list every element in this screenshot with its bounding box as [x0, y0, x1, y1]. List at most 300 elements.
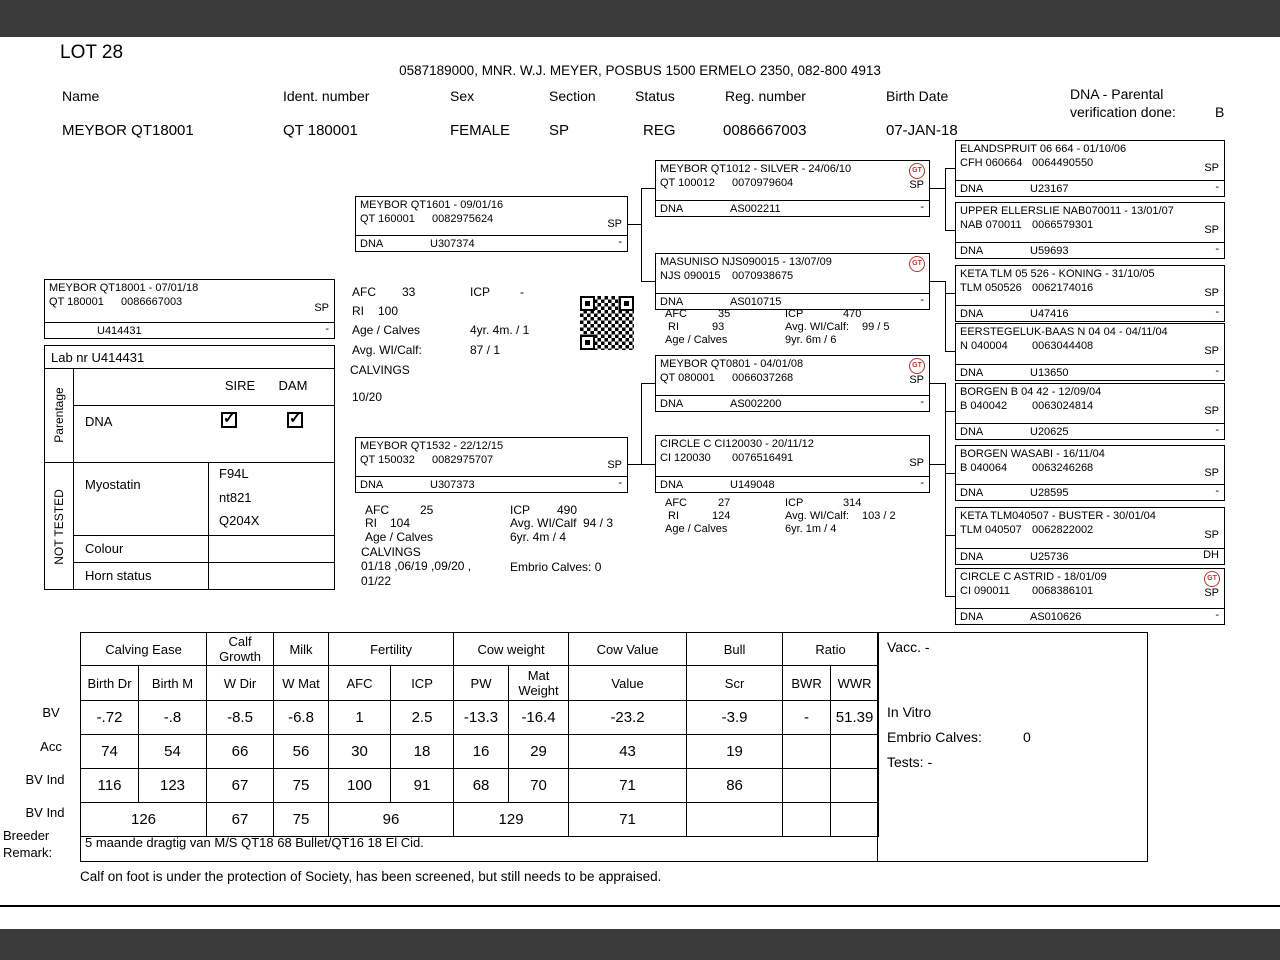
cell: 1: [329, 701, 391, 735]
side-panel-divider: [877, 633, 878, 861]
animal-name: MASUNISO NJS090015 - 13/07/09: [660, 256, 832, 268]
pedigree-box-ggp5: [955, 383, 1225, 440]
animal-reg: 0066037268: [732, 372, 794, 384]
dna-label: DNA: [360, 238, 384, 250]
animal-ident: B 040064: [960, 462, 1008, 474]
col-afc: AFC: [329, 666, 391, 701]
pedigree-connector: [945, 473, 955, 474]
gp4-icp-label: ICP: [785, 497, 804, 509]
sire-afc-label: AFC: [352, 285, 376, 299]
pedigree-box-ggp2: [955, 202, 1225, 259]
dna-label: DNA: [360, 479, 384, 491]
dna-mark: -: [1215, 306, 1219, 318]
gp2-avg-value: 99 / 5: [862, 321, 890, 333]
lab-divider: [45, 462, 334, 463]
gp4-ri-label: RI: [668, 510, 679, 522]
cell: 96: [329, 803, 454, 837]
dam-avg-value: 94 / 3: [583, 516, 614, 530]
lab-panel: [44, 345, 335, 590]
dna-mark: -: [618, 236, 622, 248]
section-code: SP: [1204, 467, 1219, 479]
animal-ident: TLM 040507: [960, 524, 1022, 536]
col-bwr: BWR: [783, 666, 831, 701]
cell: -8.5: [207, 701, 274, 735]
animal-ident: CFH 060664: [960, 157, 1023, 169]
animal-ident: QT 160001: [360, 213, 415, 225]
footer-rule: [0, 905, 1280, 907]
cell: 18: [391, 735, 454, 769]
animal-reg: 0082975707: [432, 454, 494, 466]
embrio-calves-label: Embrio Calves:: [887, 729, 982, 745]
cell: 70: [509, 769, 569, 803]
vacc-text: Vacc. -: [887, 639, 930, 655]
pedigree-box-ggp6: [955, 445, 1225, 501]
cell: 29: [509, 735, 569, 769]
animal-name: BORGEN WASABI - 16/11/04: [960, 448, 1105, 460]
dna-mark: -: [1215, 365, 1219, 377]
sire-icp-label: ICP: [470, 285, 491, 299]
sire-icp-value: -: [520, 285, 524, 299]
label-name: Name: [62, 88, 100, 104]
section-code: SP: [607, 459, 622, 471]
col-birth-dr: Birth Dr: [81, 666, 139, 701]
pedigree-box-gp3: [655, 355, 930, 412]
animal-reg: 0062822002: [1032, 524, 1094, 536]
label-section: Section: [549, 88, 596, 104]
cell: 2.5: [391, 701, 454, 735]
col-birth-m: Birth M: [139, 666, 207, 701]
qr-code: [580, 296, 634, 350]
pedigree-box-ggp7: [955, 507, 1225, 565]
dna-number: AS002211: [730, 203, 781, 215]
lab-divider: [73, 562, 334, 563]
embrio-calves-value: 0: [1023, 729, 1031, 745]
animal-reg: 0063024814: [1032, 400, 1094, 412]
cell: -.8: [139, 701, 207, 735]
dna-label: DNA: [660, 398, 684, 410]
gp2-afc-label: AFC: [665, 308, 687, 320]
dna-number: AS002200: [730, 398, 782, 410]
col-w-dir: W Dir: [207, 666, 274, 701]
pedigree-connector: [945, 281, 946, 352]
horn-status-label: Horn status: [85, 568, 152, 583]
section-code: SP: [607, 218, 622, 230]
gp4-age-value: 6yr. 1m / 4: [785, 523, 837, 535]
group-fertility: Fertility: [329, 633, 454, 666]
cell: 71: [569, 769, 687, 803]
myostatin-value-1: F94L: [219, 466, 249, 481]
dam-calvings-line1: 01/18 ,06/19 ,09/20 ,: [361, 559, 472, 573]
cell: 123: [139, 769, 207, 803]
pedigree-box-ggp4: [955, 323, 1225, 381]
animal-name: MEYBOR QT1532 - 22/12/15: [360, 440, 504, 452]
gp4-age-label: Age / Calves: [665, 523, 728, 535]
cell: 56: [274, 735, 329, 769]
dna-number: AS010715: [730, 296, 782, 308]
pedigree-connector: [930, 281, 945, 282]
dna-label: DNA: [960, 367, 984, 379]
gp4-avg-value: 103 / 2: [862, 510, 896, 522]
dam-age-value: 6yr. 4m / 4: [510, 530, 567, 544]
section-code: SP: [1204, 287, 1219, 299]
pedigree-connector: [628, 464, 641, 465]
cell: 51.39: [831, 701, 879, 735]
cell: -.72: [81, 701, 139, 735]
gp2-age-label: Age / Calves: [665, 334, 728, 346]
section-code: SP: [1204, 345, 1219, 357]
animal-ident: CI 090011: [960, 585, 1010, 597]
label-status: Status: [635, 88, 675, 104]
group-bull: Bull: [687, 633, 783, 666]
cell: 75: [274, 803, 329, 837]
breeder-remark-label-1: Breeder: [3, 828, 50, 843]
cell: 71: [569, 803, 687, 837]
gp4-afc-value: 27: [718, 497, 731, 509]
pedigree-connector: [945, 411, 955, 412]
gp4-avg-label: Avg. WI/Calf:: [785, 510, 849, 522]
animal-name: KETA TLM040507 - BUSTER - 30/01/04: [960, 510, 1156, 522]
gp4-icp-value: 314: [843, 497, 862, 509]
dam-column-header: DAM: [278, 378, 308, 393]
gt-logo-icon: GT: [909, 358, 925, 374]
cell: [831, 735, 879, 769]
pedigree-connector: [930, 383, 945, 384]
qr-finder-icon: [619, 296, 634, 311]
label-birth: Birth Date: [886, 88, 949, 104]
cell: 67: [207, 803, 274, 837]
dna-mark: -: [325, 323, 329, 335]
animal-name: ELANDSPRUIT 06 664 - 01/10/06: [960, 143, 1127, 155]
pedigree-connector: [641, 383, 655, 384]
dam-embrio-calves: Embrio Calves: 0: [510, 560, 602, 574]
pedigree-connector: [641, 188, 642, 282]
value-name: MEYBOR QT18001: [62, 122, 194, 139]
pedigree-connector: [945, 293, 955, 294]
lab-divider: [73, 405, 334, 406]
dna-number: AS010626: [1030, 611, 1082, 623]
animal-ident: NJS 090015: [660, 270, 721, 282]
pedigree-box-ggp8: [955, 568, 1225, 625]
gp4-afc-label: AFC: [665, 497, 687, 509]
table-row-acc: [81, 735, 879, 769]
group-calving-ease: Calving Ease: [81, 633, 207, 666]
lab-divider: [45, 368, 334, 369]
cell: 74: [81, 735, 139, 769]
pedigree-box-gp1: [655, 160, 930, 217]
cell: 129: [454, 803, 569, 837]
animal-name: UPPER ELLERSLIE NAB070011 - 13/01/07: [960, 205, 1174, 217]
dna-number: U149048: [730, 479, 775, 491]
gt-logo-icon: GT: [909, 163, 925, 179]
value-section: SP: [549, 122, 570, 139]
qr-finder-icon: [580, 335, 595, 350]
section-code: SP: [909, 374, 924, 386]
sire-calvings-value: 10/20: [352, 390, 383, 404]
dam-avg-label: Avg. WI/Calf: [510, 516, 577, 530]
col-scr: Scr: [687, 666, 783, 701]
sire-afc-value: 33: [402, 285, 416, 299]
col-wwr: WWR: [831, 666, 879, 701]
table-row-bvind1: [81, 769, 879, 803]
col-w-mat: W Mat: [274, 666, 329, 701]
animal-reg: 0063044408: [1032, 340, 1094, 352]
cell: 75: [274, 769, 329, 803]
animal-ident: QT 150032: [360, 454, 415, 466]
dna-mark: -: [1215, 424, 1219, 436]
sire-ri-label: RI: [352, 304, 364, 318]
dam-afc-label: AFC: [365, 503, 389, 517]
animal-ident: N 040004: [960, 340, 1008, 352]
animal-name: CIRCLE C ASTRID - 18/01/09: [960, 571, 1107, 583]
animal-reg: 0062174016: [1032, 282, 1094, 294]
dna-mark: DH: [1203, 549, 1219, 561]
dna-number: U59693: [1030, 245, 1069, 257]
dna-number: U28595: [1030, 487, 1069, 499]
cell: 91: [391, 769, 454, 803]
gp2-icp-value: 470: [843, 308, 862, 320]
cell: 86: [687, 769, 783, 803]
cell: -3.9: [687, 701, 783, 735]
cell: [783, 769, 831, 803]
in-vitro-text: In Vitro: [887, 704, 932, 720]
myostatin-value-3: Q204X: [219, 513, 260, 528]
pedigree-connector: [945, 535, 955, 536]
dna-number: U13650: [1030, 367, 1069, 379]
section-code: SP: [1204, 405, 1219, 417]
dna-parental-value: B: [1215, 104, 1225, 120]
gp2-ri-label: RI: [668, 321, 679, 333]
sire-ri-value: 100: [378, 304, 399, 318]
section-code: SP: [909, 179, 924, 191]
cell: -13.3: [454, 701, 509, 735]
gp2-icp-label: ICP: [785, 308, 804, 320]
lab-divider: [208, 462, 209, 589]
cell: [783, 735, 831, 769]
myostatin-label: Myostatin: [85, 477, 141, 492]
breeding-values-table: [80, 632, 879, 837]
dna-mark: -: [618, 477, 622, 489]
cell: -6.8: [274, 701, 329, 735]
lot-number: LOT 28: [60, 42, 124, 63]
cell: 66: [207, 735, 274, 769]
pedigree-box-ggp3: [955, 265, 1225, 322]
animal-reg: 0063246268: [1032, 462, 1094, 474]
dna-row-label: DNA: [85, 414, 113, 429]
cell: 30: [329, 735, 391, 769]
animal-ident: NAB 070011: [960, 219, 1022, 231]
gp4-ri-value: 124: [712, 510, 731, 522]
checkbox-checked-icon: ✓: [289, 410, 302, 427]
animal-name: MEYBOR QT1601 - 09/01/16: [360, 199, 504, 211]
animal-reg: 0066579301: [1032, 219, 1094, 231]
dam-icp-label: ICP: [510, 503, 531, 517]
col-icp: ICP: [391, 666, 454, 701]
pedigree-connector: [628, 224, 641, 225]
dna-label: DNA: [960, 426, 984, 438]
animal-name: MEYBOR QT1012 - SILVER - 24/06/10: [660, 163, 852, 175]
sire-avg-value: 87 / 1: [470, 343, 501, 357]
label-ident: Ident. number: [283, 88, 370, 104]
dna-label: DNA: [960, 308, 984, 320]
cell: 116: [81, 769, 139, 803]
animal-ident: CI 120030: [660, 452, 711, 464]
col-mat-weight: Mat Weight: [509, 666, 569, 701]
animal-ident: QT 100012: [660, 177, 715, 189]
breeder-contact: 0587189000, MNR. W.J. MEYER, POSBUS 1500 ERMELO 2350, 082-800 4913: [399, 63, 881, 78]
footer-note: Calf on foot is under the protection of Society, has been screened, but still needs to be appraised.: [80, 869, 662, 884]
animal-ident: B 040042: [960, 400, 1008, 412]
sire-age-label: Age / Calves: [352, 323, 421, 337]
dna-label: DNA: [960, 245, 984, 257]
animal-name: MEYBOR QT0801 - 04/01/08: [660, 358, 804, 370]
gp2-afc-value: 35: [718, 308, 731, 320]
cell: 54: [139, 735, 207, 769]
pedigree-box-gp2: [655, 253, 930, 310]
cell: 67: [207, 769, 274, 803]
dam-afc-value: 25: [420, 503, 434, 517]
pedigree-connector: [945, 596, 955, 597]
dna-mark: -: [1215, 485, 1219, 497]
section-code: SP: [1204, 587, 1219, 599]
dna-number: U307374: [430, 238, 475, 250]
pedigree-connector: [930, 188, 945, 189]
checkbox-checked-icon: ✓: [223, 410, 236, 427]
table-row-bv: [81, 701, 879, 735]
dna-label: DNA: [960, 611, 984, 623]
cell: 43: [569, 735, 687, 769]
table-row-bvind2: [81, 803, 879, 837]
animal-name: MEYBOR QT18001 - 07/01/18: [49, 282, 199, 294]
pedigree-connector: [945, 168, 955, 169]
pedigree-connector: [945, 168, 946, 231]
cell: -16.4: [509, 701, 569, 735]
dna-mark: -: [1215, 243, 1219, 255]
dna-label: DNA: [960, 551, 984, 563]
animal-ident: QT 080001: [660, 372, 715, 384]
not-tested-strip-label: NOT TESTED: [52, 489, 66, 565]
pedigree-connector: [641, 464, 655, 465]
breeder-remark-text: 5 maande dragtig van M/S QT18 68 Bullet/QT16 18 El Cid.: [85, 835, 424, 850]
value-status: REG: [643, 122, 676, 139]
animal-name: KETA TLM 05 526 - KONING - 31/10/05: [960, 268, 1155, 280]
dna-label: DNA: [960, 487, 984, 499]
col-pw: PW: [454, 666, 509, 701]
dna-number: U23167: [1030, 183, 1069, 195]
animal-reg: 0070938675: [732, 270, 794, 282]
row-label-bvind2: BV Ind: [25, 805, 65, 820]
label-dna-parental-1: DNA - Parental: [1070, 86, 1164, 102]
pedigree-connector: [641, 281, 655, 282]
section-code: SP: [1204, 529, 1219, 541]
tests-text: Tests: -: [887, 754, 933, 770]
pedigree-connector: [945, 351, 955, 352]
top-border-bar: [0, 0, 1280, 37]
gt-logo-icon: GT: [1204, 571, 1220, 587]
dna-mark: -: [1215, 181, 1219, 193]
breeder-remark-label-2: Remark:: [3, 845, 53, 860]
cell: [831, 803, 879, 837]
section-code: SP: [1204, 224, 1219, 236]
cell: [687, 803, 783, 837]
col-value: Value: [569, 666, 687, 701]
cell: [783, 803, 831, 837]
animal-name: CIRCLE C CI120030 - 20/11/12: [660, 438, 814, 450]
sire-avg-label: Avg. WI/Calf:: [352, 343, 422, 357]
cell: [831, 769, 879, 803]
dna-number: U414431: [97, 325, 142, 337]
dam-calvings-line2: 01/22: [361, 574, 392, 588]
breeding-values-section: [80, 632, 1148, 862]
gp2-avg-label: Avg. WI/Calf:: [785, 321, 849, 333]
section-code: SP: [314, 302, 329, 314]
value-reg: 0086667003: [723, 122, 807, 139]
section-code: SP: [909, 457, 924, 469]
pedigree-connector: [641, 188, 655, 189]
dna-mark: -: [920, 396, 924, 408]
sire-age-value: 4yr. 4m. / 1: [470, 323, 530, 337]
animal-reg: 0070979604: [732, 177, 794, 189]
section-code: SP: [1204, 162, 1219, 174]
pedigree-box-sire: [355, 196, 628, 252]
group-cow-value: Cow Value: [569, 633, 687, 666]
dna-number: U307373: [430, 479, 475, 491]
value-sex: FEMALE: [450, 122, 511, 139]
cell: -23.2: [569, 701, 687, 735]
animal-reg: 0076516491: [732, 452, 794, 464]
dam-age-label: Age / Calves: [365, 530, 434, 544]
pedigree-connector: [641, 383, 642, 465]
lab-number: Lab nr U414431: [51, 350, 145, 365]
group-ratio: Ratio: [783, 633, 879, 666]
pedigree-box-gp4: [655, 435, 930, 493]
colour-label: Colour: [85, 541, 124, 556]
dna-mark: -: [920, 477, 924, 489]
dam-ri-label: RI: [365, 516, 377, 530]
pedigree-box-animal: [44, 279, 335, 339]
dam-calvings-label: CALVINGS: [361, 545, 421, 559]
cell: -: [783, 701, 831, 735]
sire-column-header: SIRE: [224, 378, 256, 393]
qr-finder-icon: [580, 296, 595, 311]
gp2-ri-value: 93: [712, 321, 725, 333]
row-label-acc: Acc: [40, 739, 62, 754]
bottom-border-bar: [0, 929, 1280, 960]
lab-divider: [73, 535, 334, 536]
label-reg: Reg. number: [725, 88, 806, 104]
dna-mark: -: [1215, 609, 1219, 621]
pedigree-connector: [945, 383, 946, 474]
cell: 126: [81, 803, 207, 837]
dam-icp-value: 490: [557, 503, 578, 517]
group-cow-weight: Cow weight: [454, 633, 569, 666]
gt-logo-icon: GT: [909, 256, 925, 272]
row-label-bv: BV: [42, 705, 60, 720]
label-dna-parental-2: verification done:: [1070, 104, 1176, 120]
pedigree-connector: [930, 464, 945, 465]
label-sex: Sex: [450, 88, 475, 104]
myostatin-value-2: nt821: [219, 490, 252, 505]
group-calf-growth: Calf Growth: [207, 633, 274, 666]
animal-reg: 0086667003: [121, 296, 183, 308]
dna-label: DNA: [660, 479, 684, 491]
dna-label: DNA: [660, 203, 684, 215]
animal-name: BORGEN B 04 42 - 12/09/04: [960, 386, 1102, 398]
dam-ri-value: 104: [390, 516, 411, 530]
animal-ident: QT 180001: [49, 296, 104, 308]
animal-ident: TLM 050526: [960, 282, 1022, 294]
cell: 16: [454, 735, 509, 769]
pedigree-connector: [945, 464, 946, 597]
